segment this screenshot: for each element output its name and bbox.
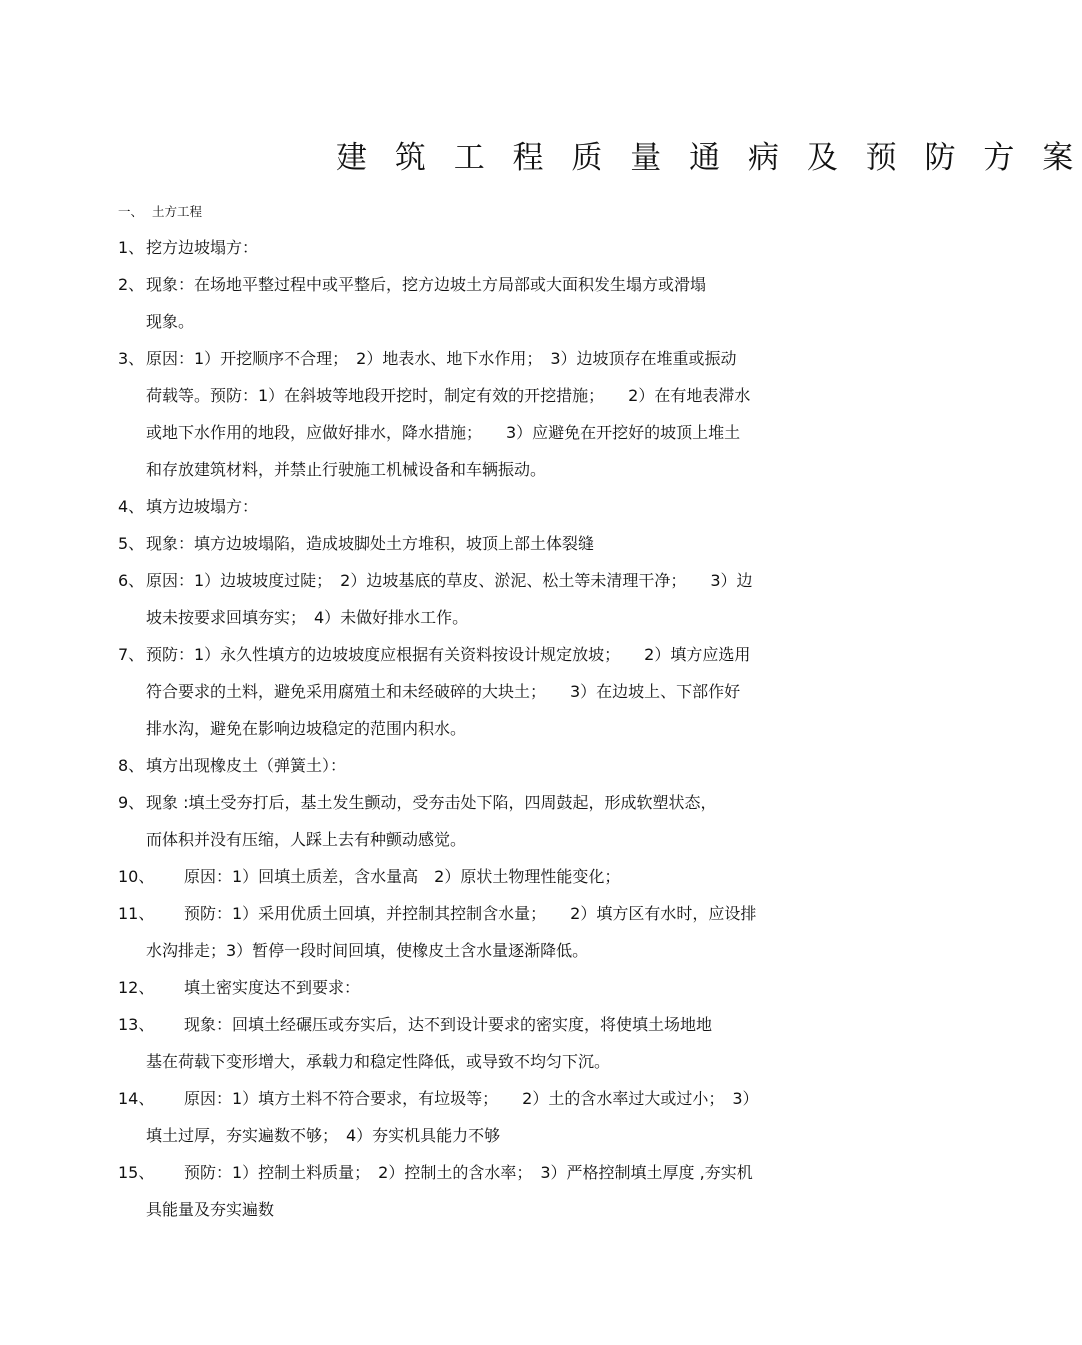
list-item-text: 水沟排走；3）暂停一段时间回填，使橡皮土含水量逐渐降低。 xyxy=(146,941,589,960)
list-item-text: 填方边坡塌方： xyxy=(146,497,259,516)
list-item-continuation-line xyxy=(118,821,838,858)
list-item-text: 填方出现橡皮土（弹簧土）： xyxy=(146,756,347,775)
list-item xyxy=(118,1006,838,1080)
list-item-first-line xyxy=(118,1154,838,1191)
list-item-first-line xyxy=(118,969,838,1006)
list-item-text: 原因：1）边坡坡度过陡； 2）边坡基底的草皮、淤泥、松土等未清理干净； 3）边 xyxy=(146,571,753,590)
list-item xyxy=(118,969,838,1006)
list-item-first-line xyxy=(118,1080,838,1117)
list-item xyxy=(118,1154,838,1228)
list-item-continuation-line xyxy=(118,932,838,969)
list-item-first-line xyxy=(118,858,838,895)
list-item-continuation-line xyxy=(118,1043,838,1080)
list-item xyxy=(118,229,838,266)
list-item-continuation-line xyxy=(118,377,838,414)
list-item-number: 5、 xyxy=(118,534,145,553)
list-item xyxy=(118,784,838,858)
list-item-first-line xyxy=(118,1006,838,1043)
list-item-number: 6、 xyxy=(118,571,145,590)
list-item-continuation-line xyxy=(118,710,838,747)
list-item-text: 基在荷载下变形增大，承载力和稳定性降低，或导致不均匀下沉。 xyxy=(146,1052,611,1071)
section-label: 土方工程 xyxy=(152,204,203,219)
list-item-first-line xyxy=(118,229,838,266)
list-item-first-line xyxy=(118,895,838,932)
list-item-text: 原因：1）填方土料不符合要求，有垃圾等； 2）土的含水率过大或过小； 3） xyxy=(184,1089,759,1108)
list-item-first-line xyxy=(118,636,838,673)
list-item-text: 和存放建筑材料，并禁止行驶施工机械设备和车辆振动。 xyxy=(146,460,547,479)
list-item-text: 符合要求的土料，避免采用腐殖土和未经破碎的大块土； 3）在边坡上、下部作好 xyxy=(146,682,741,701)
list-item xyxy=(118,525,838,562)
list-item-text: 预防：1）采用优质土回填，并控制其控制含水量； 2）填方区有水时，应设排 xyxy=(184,904,757,923)
list-item-text: 排水沟，避免在影响边坡稳定的范围内积水。 xyxy=(146,719,467,738)
list-item xyxy=(118,747,838,784)
list-item-first-line xyxy=(118,747,838,784)
list-item-continuation-line xyxy=(118,673,838,710)
list-item-number: 13、 xyxy=(118,1015,155,1034)
list-item-text: 现象：回填土经碾压或夯实后，达不到设计要求的密实度，将使填土场地地 xyxy=(184,1015,713,1034)
list-item-first-line xyxy=(118,266,838,303)
list-item-text: 填土密实度达不到要求： xyxy=(184,978,361,997)
section-heading xyxy=(118,202,202,220)
list-item-continuation-line xyxy=(118,1117,838,1154)
list-item-continuation-line xyxy=(118,303,838,340)
list-item-first-line xyxy=(118,562,838,599)
list-item xyxy=(118,895,838,969)
list-item xyxy=(118,266,838,340)
list-item-continuation-line xyxy=(118,599,838,636)
list-item-number: 9、 xyxy=(118,793,145,812)
list-item-number: 1、 xyxy=(118,238,145,257)
list-item-text: 填土过厚，夯实遍数不够； 4）夯实机具能力不够 xyxy=(146,1126,501,1145)
list-item-text: 而体积并没有压缩，人踩上去有种颤动感觉。 xyxy=(146,830,467,849)
list-item-number: 8、 xyxy=(118,756,145,775)
list-item-text: 预防：1）控制土料质量； 2）控制土的含水率； 3）严格控制填土厚度 ,夯实机 xyxy=(184,1163,753,1182)
list-item xyxy=(118,340,838,488)
list-item-text: 现象。 xyxy=(146,312,195,331)
list-item-first-line xyxy=(118,340,838,377)
list-item-text: 现象：在场地平整过程中或平整后，挖方边坡土方局部或大面积发生塌方或滑塌 xyxy=(146,275,707,294)
list-item-number: 14、 xyxy=(118,1089,155,1108)
list-item-text: 坡未按要求回填夯实； 4）未做好排水工作。 xyxy=(146,608,469,627)
list-item-text: 荷载等。预防：1）在斜坡等地段开挖时，制定有效的开挖措施； 2）在有地表滞水 xyxy=(146,386,751,405)
list-item-number: 15、 xyxy=(118,1163,155,1182)
list-item-continuation-line xyxy=(118,414,838,451)
section-number: 一、 xyxy=(118,204,144,219)
list-item-continuation-line xyxy=(118,1191,838,1228)
list-item-text: 现象 :填土受夯打后，基土发生颤动，受夯击处下陷，四周鼓起，形成软塑状态， xyxy=(146,793,717,812)
list-item xyxy=(118,636,838,747)
list-item-number: 10、 xyxy=(118,867,155,886)
list-item-number: 12、 xyxy=(118,978,155,997)
list-item xyxy=(118,1080,838,1154)
page-title: 建 筑 工 程 质 量 通 病 及 预 防 方 案 xyxy=(336,140,1082,176)
list-item xyxy=(118,488,838,525)
list-item-number: 3、 xyxy=(118,349,145,368)
list-item-text: 挖方边坡塌方： xyxy=(146,238,259,257)
list-item-text: 或地下水作用的地段，应做好排水，降水措施； 3）应避免在开挖好的坡顶上堆土 xyxy=(146,423,741,442)
list-item-number: 7、 xyxy=(118,645,145,664)
list-item xyxy=(118,562,838,636)
list-item-first-line xyxy=(118,784,838,821)
list-item-text: 原因：1）回填土质差，含水量高 2）原状土物理性能变化； xyxy=(184,867,621,886)
list-item-text: 现象：填方边坡塌陷，造成坡脚处土方堆积，坡顶上部土体裂缝 xyxy=(146,534,595,553)
list-item-number: 11、 xyxy=(118,904,155,923)
item-list xyxy=(118,229,838,1228)
list-item-text: 预防：1）永久性填方的边坡坡度应根据有关资料按设计规定放坡； 2）填方应选用 xyxy=(146,645,751,664)
list-item xyxy=(118,858,838,895)
list-item-number: 2、 xyxy=(118,275,145,294)
list-item-text: 具能量及夯实遍数 xyxy=(146,1200,275,1219)
list-item-continuation-line xyxy=(118,451,838,488)
list-item-number: 4、 xyxy=(118,497,145,516)
list-item-first-line xyxy=(118,488,838,525)
list-item-first-line xyxy=(118,525,838,562)
list-item-text: 原因：1）开挖顺序不合理； 2）地表水、地下水作用； 3）边坡顶存在堆重或振动 xyxy=(146,349,737,368)
